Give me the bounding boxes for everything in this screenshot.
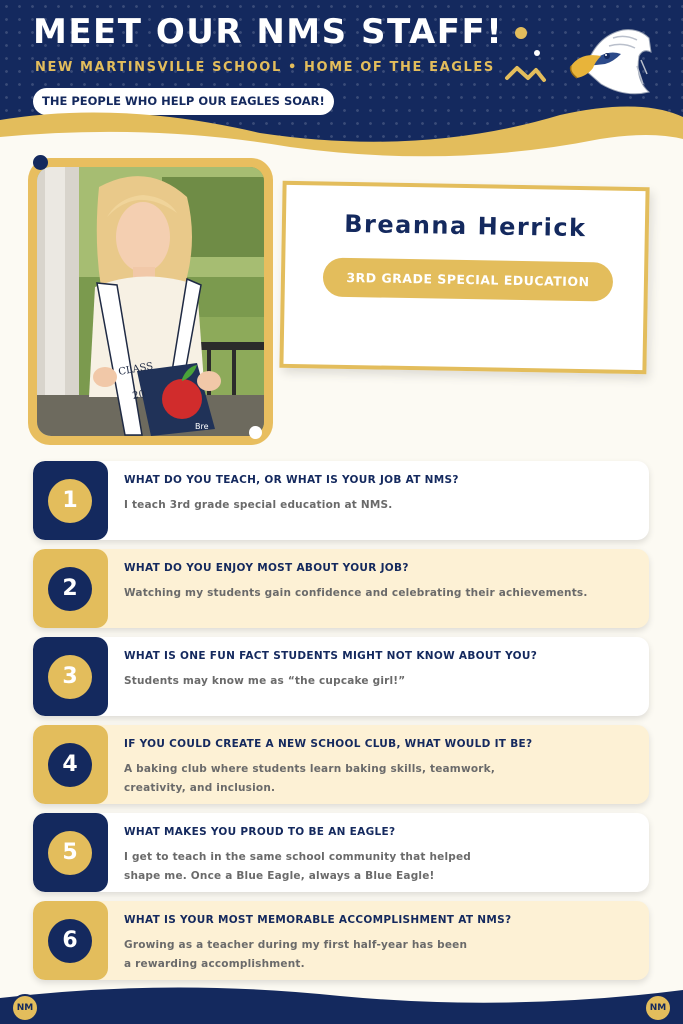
sash-text: CLASS xyxy=(117,361,155,378)
page-title: MEET OUR NMS STAFF! xyxy=(33,12,504,52)
number-box xyxy=(33,813,108,892)
number-box xyxy=(33,901,108,980)
qa-card xyxy=(33,725,649,804)
staff-photo-frame xyxy=(28,158,273,445)
decorative-dot xyxy=(249,426,262,439)
answer-text: Watching my students gain confidence and celebrating their achievements. xyxy=(124,587,588,599)
number-box xyxy=(33,725,108,804)
nm-logo-badge: NM xyxy=(11,994,39,1022)
answer-text: I teach 3rd grade special education at NMS. xyxy=(124,499,393,511)
question-text: WHAT DO YOU TEACH, OR WHAT IS YOUR JOB AT NMS? xyxy=(124,474,459,486)
number-badge: 3 xyxy=(48,655,92,699)
staff-role-pill: 3RD GRADE SPECIAL EDUCATION xyxy=(323,258,614,302)
number-box xyxy=(33,637,108,716)
header-banner xyxy=(0,0,683,160)
qa-card xyxy=(33,549,649,628)
school-subtitle: NEW MARTINSVILLE SCHOOL • HOME OF THE EAGLES xyxy=(35,60,495,75)
staff-name: Breanna Herrick xyxy=(344,209,587,243)
answer-text: Students may know me as “the cupcake girl!” xyxy=(124,675,406,687)
number-badge: 4 xyxy=(48,743,92,787)
eagle-head-icon xyxy=(565,22,655,104)
gold-wave-divider xyxy=(0,95,683,160)
answer-text: I get to teach in the same school community that helped shape me. Once a Blue Eagle, always a Blue Eagle! xyxy=(124,851,472,882)
number-badge: 5 xyxy=(48,831,92,875)
qa-card xyxy=(33,461,649,540)
staff-photo xyxy=(37,167,264,436)
number-box xyxy=(33,549,108,628)
footer-wave xyxy=(0,978,683,1024)
question-text: WHAT IS ONE FUN FACT STUDENTS MIGHT NOT KNOW ABOUT YOU? xyxy=(124,650,538,662)
qa-card xyxy=(33,813,649,892)
number-badge: 1 xyxy=(48,479,92,523)
tagline-pill: THE PEOPLE WHO HELP OUR EAGLES SOAR! xyxy=(33,88,334,115)
question-text: IF YOU COULD CREATE A NEW SCHOOL CLUB, WHAT WOULD IT BE? xyxy=(124,738,533,750)
question-text: WHAT MAKES YOU PROUD TO BE AN EAGLE? xyxy=(124,826,396,838)
question-text: WHAT IS YOUR MOST MEMORABLE ACCOMPLISHMENT AT NMS? xyxy=(124,914,512,926)
decorative-dot xyxy=(33,155,48,170)
answer-text: A baking club where students learn baking skills, teamwork, creativity, and inclusion. xyxy=(124,763,496,794)
cap-text: Bre xyxy=(195,422,209,431)
qa-card xyxy=(33,637,649,716)
sash-year: 20 xyxy=(131,388,147,402)
qa-card xyxy=(33,901,649,980)
answer-text: Growing as a teacher during my first half-year has been a rewarding accomplishment. xyxy=(124,939,468,970)
nm-logo-badge: NM xyxy=(644,994,672,1022)
question-text: WHAT DO YOU ENJOY MOST ABOUT YOUR JOB? xyxy=(124,562,409,574)
number-badge: 2 xyxy=(48,567,92,611)
number-badge: 6 xyxy=(48,919,92,963)
number-box xyxy=(33,461,108,540)
zigzag-decoration-icon xyxy=(500,20,560,100)
staff-name-card xyxy=(279,181,649,374)
